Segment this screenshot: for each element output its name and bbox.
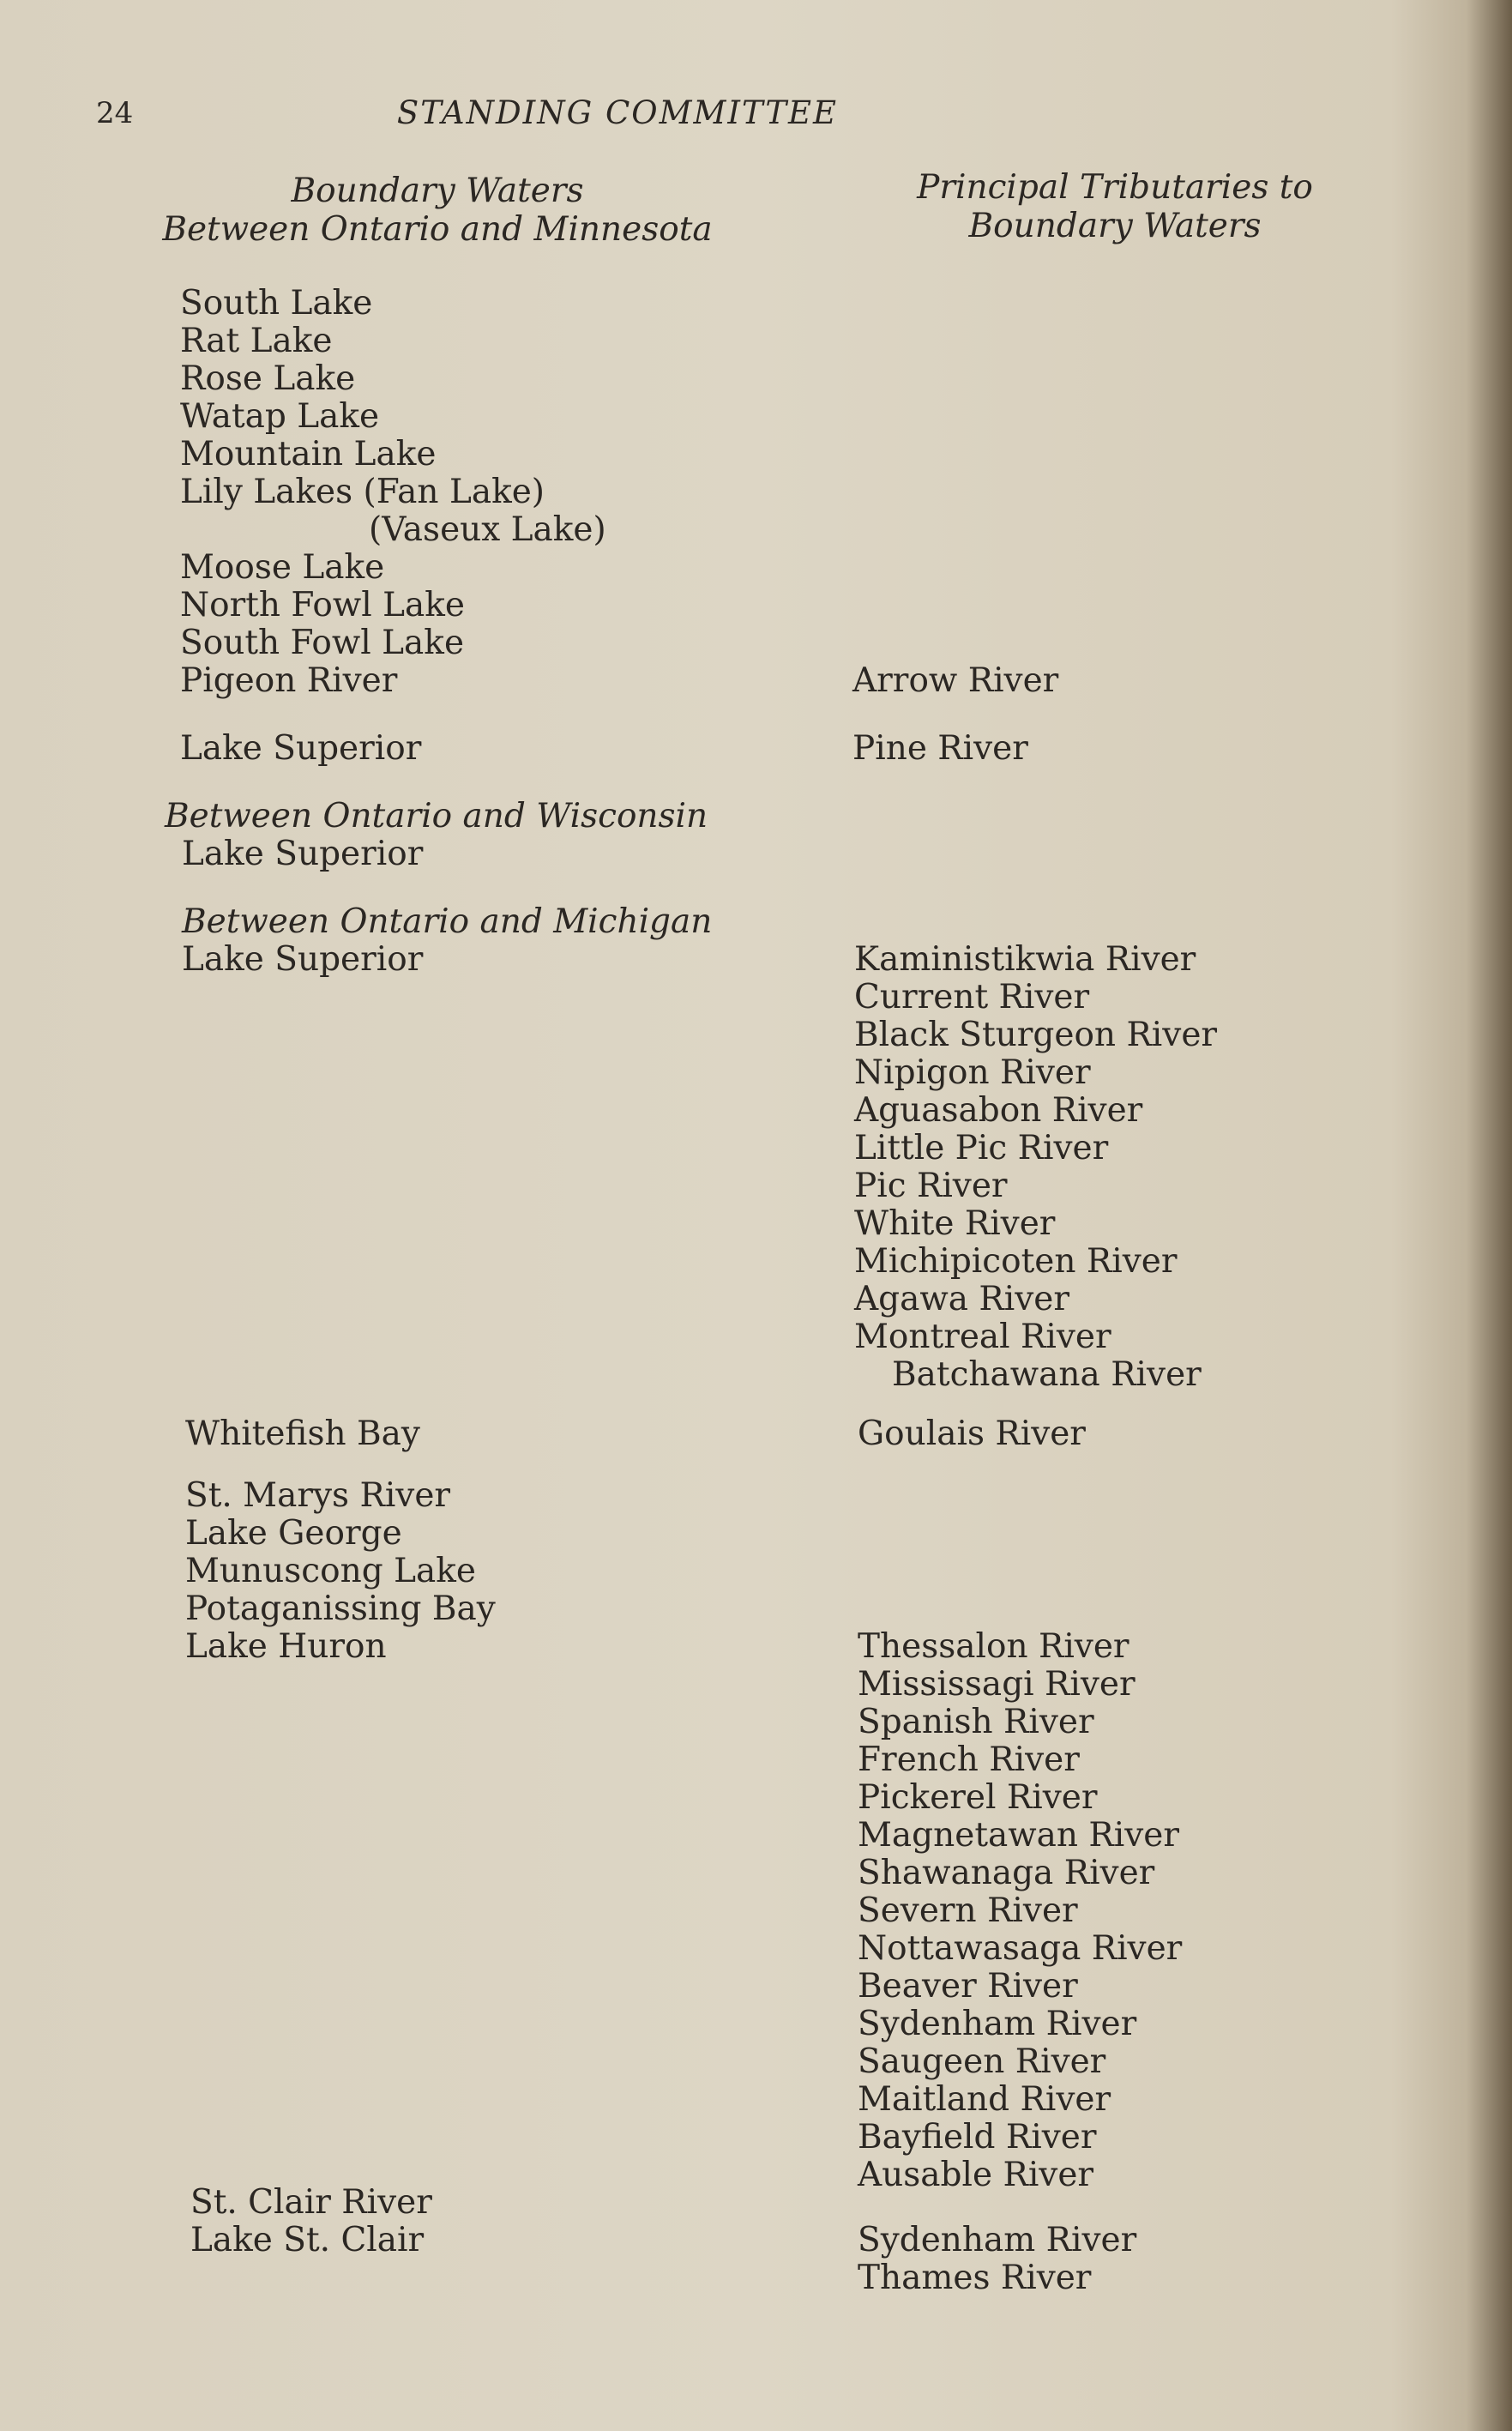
list-item: Magnetawan River: [858, 1816, 1180, 1855]
list-item: St. Marys River: [185, 1476, 451, 1515]
left-column-header: [137, 172, 738, 249]
list-item: Black Sturgeon River: [854, 1016, 1218, 1054]
list-item: Nottawasaga River: [858, 1929, 1183, 1968]
list-item: Current River: [854, 978, 1090, 1016]
list-item: Munuscong Lake: [185, 1552, 476, 1590]
right-column-header: [858, 168, 1372, 245]
right-header-line: Principal Tributaries to: [917, 168, 1313, 207]
list-item: Thames River: [858, 2259, 1092, 2297]
list-item: Sydenham River: [858, 2005, 1137, 2043]
list-item: Potaganissing Bay: [185, 1590, 496, 1628]
right-list-huron: [858, 1628, 1182, 2194]
left-list-huron: [185, 1477, 496, 1666]
list-item: Saugeen River: [858, 2042, 1106, 2081]
list-item: Maitland River: [858, 2080, 1111, 2119]
section-heading-michigan: Between Ontario and Michigan: [182, 902, 713, 941]
list-item: Michipicoten River: [854, 1242, 1178, 1281]
list-item: Aguasabon River: [854, 1091, 1143, 1130]
right-header-line: Boundary Waters: [968, 207, 1262, 245]
list-item: (Vaseux Lake): [369, 510, 606, 549]
list-item: Agawa River: [854, 1280, 1070, 1318]
list-item: Lake George: [185, 1514, 402, 1553]
list-item: French River: [858, 1740, 1080, 1779]
right-list-stclair: [858, 2222, 1136, 2297]
list-item: Lake Superior: [182, 835, 424, 873]
list-item: Batchawana River: [892, 1355, 1202, 1394]
list-item: Pickerel River: [858, 1778, 1098, 1817]
left-list-stclair: [190, 2184, 432, 2259]
list-item: Mississagi River: [858, 1665, 1136, 1704]
list-item: Whitefish Bay: [185, 1415, 420, 1453]
list-item: Watap Lake: [180, 397, 380, 436]
left-list-minnesota: [180, 285, 606, 700]
list-item: Lake Superior: [180, 729, 422, 768]
list-item: Ausable River: [858, 2156, 1094, 2194]
list-item: South Fowl Lake: [180, 624, 465, 662]
list-item: Lake Huron: [185, 1627, 387, 1666]
list-item: Nipigon River: [854, 1053, 1091, 1092]
list-item: Mountain Lake: [180, 435, 437, 474]
list-item: South Lake: [180, 284, 373, 323]
list-item: Thessalon River: [858, 1627, 1129, 1666]
list-item: Severn River: [858, 1891, 1078, 1930]
list-item: Goulais River: [858, 1415, 1086, 1453]
list-item: White River: [854, 1204, 1056, 1243]
list-item: Spanish River: [858, 1703, 1094, 1741]
list-item: Moose Lake: [180, 548, 385, 587]
page-number: 24: [96, 96, 134, 130]
left-header-line: Boundary Waters: [291, 172, 584, 210]
section-heading-wisconsin: Between Ontario and Wisconsin: [165, 797, 708, 835]
list-item: Kaministikwia River: [854, 940, 1196, 979]
list-item: Montreal River: [854, 1318, 1111, 1356]
list-item: Arrow River: [852, 661, 1059, 700]
list-item: Lake St. Clair: [190, 2221, 425, 2259]
running-head: STANDING COMMITTEE: [396, 94, 839, 131]
list-item: Pic River: [854, 1167, 1008, 1205]
list-item: Pine River: [852, 729, 1028, 768]
list-item: Pigeon River: [180, 661, 398, 700]
list-item: St. Clair River: [190, 2183, 432, 2222]
list-item: Lake Superior: [182, 940, 424, 979]
list-item: Beaver River: [858, 1967, 1078, 2006]
left-header-line: Between Ontario and Minnesota: [162, 210, 713, 249]
list-item: North Fowl Lake: [180, 586, 465, 624]
list-item: Rose Lake: [180, 359, 356, 398]
right-list-superior: [854, 941, 1217, 1394]
list-item: Bayfield River: [858, 2118, 1097, 2157]
list-item: Rat Lake: [180, 322, 333, 360]
list-item: Shawanaga River: [858, 1854, 1155, 1892]
list-item: Sydenham River: [858, 2221, 1137, 2259]
list-item: Little Pic River: [854, 1129, 1109, 1167]
list-item: Lily Lakes (Fan Lake): [180, 473, 545, 511]
